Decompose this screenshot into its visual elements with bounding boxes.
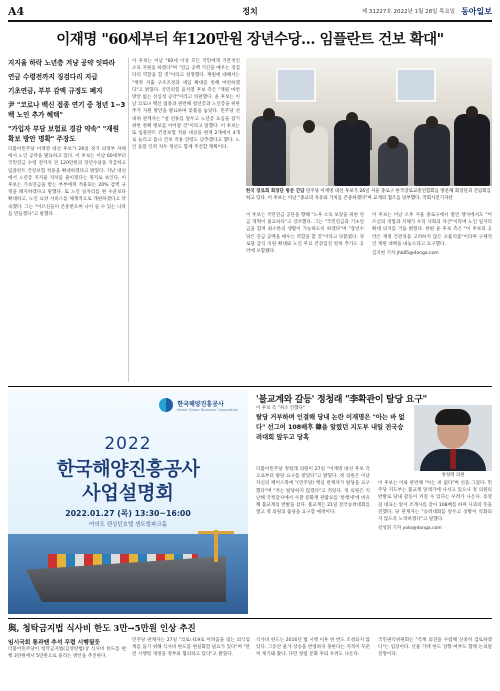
side-article-col1: 더불어민주당 정청래 의원이 27일 "이재명 대선 후보 측으로부터 탈당 요구를 받았다"고 밝혔다. 정 의원은 이날 자신의 페이스북에 "(민주당) 핵심 관계자가 탈당을 요구했다"며 "저는 탈당하지 않겠다"고 적었다. 정 의원은 지난해 국정감사에서 사찰 문화재 관람료를 '통행세'에 비유해 불교계의 반발을 샀다. 불교계는 21일 전국승려대회를 열고 정 의원의 출당을 요구할 예정이다. [256, 467, 370, 516]
side-headline: '불교계와 갈등' 정청래 "李확관이 탈당 요구" [256, 395, 427, 405]
ad-title-line2: 사업설명회 [82, 482, 174, 504]
side-byline: 강성휘 기자 yolo@donga.com [378, 526, 442, 532]
subhead: "가입자 부담 보험료 경감 약속" "재원 확보 방안 명확" 주장도 [8, 125, 119, 143]
caption-credit: 국회사진기자단 [422, 195, 453, 201]
news-photo [246, 58, 492, 186]
subhead: 기초연금, 부부 감액 규정도 폐지 [8, 87, 103, 95]
kobc-logo-icon [159, 398, 173, 412]
ad-crane-arm-image [198, 531, 234, 534]
ad-company-name: 한국해양진흥공사 [177, 400, 224, 408]
portrait-hair [435, 409, 471, 425]
caption-text: 민주당 이재명 대선 후보가 26일 서울 종로구 한국장로교총연합회를 방문해 회장단과 간담회를 하고 있다. 이 후보는 이날 "종교의 자유와 가치를 존중하겠다"며 교계의 협조를 당부했다. [246, 189, 492, 201]
portrait-caption: 정청래 의원 [441, 473, 465, 478]
ad-company-name-en: Korea Ocean Business Corporation [177, 407, 238, 412]
photo-person [454, 114, 490, 186]
side-article-col2: 이 후보는 이와 관련해 "아는 바 없다"며 선을 그었다. 민주당 지도부는 불교계 달래기에 나서고 있으나 정 의원의 반발로 당내 갈등이 커질 수 있다는 우려가 나온다. 송영길 대표는 앞서 조계사를 찾아 108배를 하며 사과의 뜻을 전했다. 당 관계자는 "승려대회를 앞두고 상황이 악화되지 않도록 노력하겠다"고 말했다. [378, 481, 492, 523]
top-rule [8, 20, 492, 22]
issue-info: 제 31227호 2022년 1월 28일 목요일 [361, 9, 456, 15]
subhead: 연금 수령전까지 징검다리 지급 [8, 73, 98, 81]
ad-venue: 여의도 렌싱턴호텔 센트럴파크홀 [89, 522, 167, 528]
photo-person-head [303, 120, 315, 133]
middle-rule [8, 386, 492, 387]
portrait-tie [450, 449, 456, 469]
bottom-headline: 與, 청탁금지법 식사비 한도 3만→5만원 인상 추진 [8, 624, 196, 634]
section-name: 정치 [242, 6, 258, 16]
photo-person [290, 126, 328, 186]
photo-person-head [426, 116, 438, 129]
bottom-subhead: 임시국회 통과땐 추석 무렵 시행될듯 [8, 640, 101, 646]
subhead: 尹 "코로나 백신 접종 연기 중 청년 1~3백 노인 추가 혜택" [8, 101, 126, 119]
photo-window [276, 68, 316, 102]
subhead: 지지율 하락 노년층 겨냥 공약 잇따라 [8, 59, 116, 67]
photo-microphone [370, 128, 372, 150]
main-article-col2: 이 후보는 이날 "60세 이상 모든 국민에게 기본적인 소득 지원을 하겠다"며 "연금 공백 기간을 메우는 징검다리 역할을 할 것"이라고 설명했다. 재원에 대해서는 "재정 지출 구조조정과 세입 확대를 통해 마련하겠다"고 밝혔다. 국민의힘 윤석열 후보 측은 "재원 마련 방안 없는 선심성 공약"이라고 비판했다. 윤 후보는 이날 코로나 백신 접종과 관련해 청년층과 노인층을 위한 추가 지원 방안을 발표하며 맞불을 놓았다. 민주당 선대위 관계자는 "설 연휴를 앞두고 노년층 표심을 잡기 위한 정책 행보를 이어갈 것"이라고 말했다. 이 후보는 또 임플란트 건강보험 적용 대상을 현재 2개에서 4개로 늘리고 틀니 건보 적용 연령도 낮추겠다고 했다. 노인 돌봄 인력 처우 개선도 함께 추진할 계획이다. [132, 59, 240, 151]
bottom-rule [8, 618, 492, 619]
main-article-col4-wrap [372, 212, 492, 382]
caption-title: 한국 장로회 회장단 방문 간담 [246, 189, 305, 194]
column-divider [128, 58, 129, 382]
ad-date: 2022.01.27 (목) 13:30~16:00 [65, 509, 191, 518]
portrait-photo [414, 405, 492, 471]
masthead [8, 4, 492, 18]
side-subhead: 이 후보 측 "취소 안했다" [256, 406, 305, 411]
bottom-article-col3: 식사비 한도는 2016년 법 시행 이후 한 번도 조정되지 않았다. 그동안 물가 상승을 반영하지 못한다는 지적이 꾸준히 제기돼 왔다. 다만 청렴 문화 후퇴 우려도 나온다. [256, 638, 370, 658]
bottom-article-col2: 민주당 관계자는 27일 "코로나19로 어려움을 겪는 외식업계를 돕기 위해 식사비 한도를 현실화할 필요가 있다"며 "관련 시행령 개정을 정부와 협의하고 있다"고 밝혔다. [132, 638, 250, 658]
photo-person-head [263, 108, 275, 121]
main-headline: 이재명 "60세부터 年120만원 장년수당… 임플란트 건보 확대" [56, 30, 444, 48]
photo-person [414, 124, 450, 186]
ad-year: 2022 [104, 434, 152, 454]
main-subheads [8, 58, 126, 148]
bottom-article-col1: 더불어민주당이 청탁금지법(김영란법)상 식사비 한도를 현행 3만원에서 5만원으로 올리는 방안을 추진한다. [8, 647, 126, 660]
side-article-col2-wrap [378, 480, 492, 614]
photo-person [252, 116, 286, 186]
bottom-article-col4: 국민권익위원회는 "각계 의견을 수렴해 신중히 검토하겠다"는 입장이다. 선물 가액 한도 상향 여부도 함께 논의될 전망이다. [378, 638, 492, 658]
newspaper-brand: 동아일보 [461, 5, 492, 16]
advertisement[interactable] [8, 390, 248, 614]
main-article-col4: 이 후보는 이날 오후 서울 종로구에서 열린 행사에서도 "어르신의 경험과 지혜가 우리 사회의 자산"이라며 노인 일자리 확대 의지를 거듭 밝혔다. 한편 윤 후보 측은 "이 후보의 공약은 재정 건전성을 고려하지 않은 포퓰리즘"이라며 구체적인 재원 대책을 내놓으라고 요구했다. [372, 213, 492, 247]
main-byline: 김지현 기자 jhk85@donga.com [372, 251, 439, 257]
page-number: A4 [8, 4, 25, 18]
photo-caption [246, 189, 492, 203]
ad-logo [159, 398, 238, 412]
ad-title-line1: 한국해양진흥공사 [56, 458, 200, 480]
main-article-col1: 더불어민주당 이재명 대선 후보가 26일 경기 의정부 자택에서 노인 공약을 발표하고 있다. 이 후보는 이날 60세부터 국민연금 수령 전까지 연 120만원의 장년수당을 지급하고 임플란트 건강보험 적용을 확대하겠다고 밝혔다. 지난 대선에서 노년층 지지율 격차를 줄이겠다는 취지로 보인다. 이 후보는 기초연금을 받는 부부에게 적용되는 20% 감액 규정을 폐지하겠다고 말했다. 또 노인 일자리를 현 수준보다 확대하고, 노인 요양 서비스를 체계적으로 개편하겠다고 약속했다. 그는 "어르신들이 존중받으며 나이 들 수 있는 나라를 만들겠다"고 말했다. [8, 147, 126, 217]
photo-person-head [346, 112, 358, 125]
photo-person [334, 120, 370, 186]
ad-crane-image [214, 530, 218, 562]
main-article-col3: 이 후보는 국민연금 공단을 향해 "노후 소득 보장을 위한 연금 개혁이 필요하다"고 강조했다. 그는 "국민연금과 기초연금을 합쳐 최소한의 생활이 가능하도록 하겠다"며 "장년수당은 연금 공백을 메우는 역할을 할 것"이라고 덧붙였다. 경로당 급식 지원 확대와 노인 무료 건강검진 항목 추가도 공약에 포함됐다. [246, 213, 364, 255]
photo-window [396, 68, 436, 102]
photo-person-head [466, 106, 478, 119]
photo-person-head [387, 136, 399, 149]
side-pullquote: 탈당 거부하며 인결해 당내 논란 이재명은 "아는 바 없다" 선그어 108배후 韓을 알렸던 지도부 내일 전국승려대회 앞두고 당혹 [256, 414, 405, 441]
